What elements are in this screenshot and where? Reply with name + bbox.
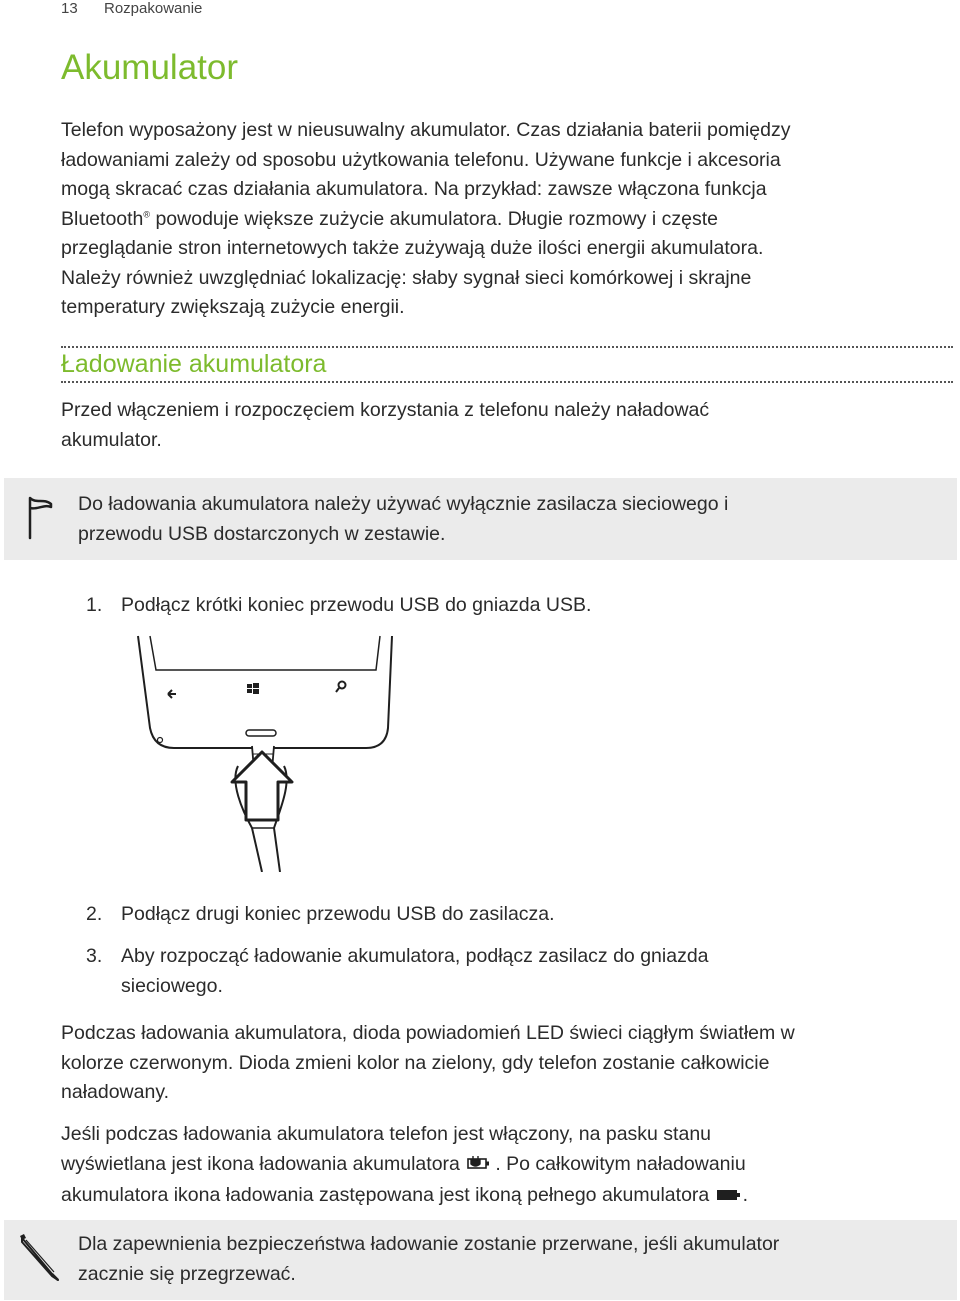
step-text xyxy=(121,900,555,930)
flag-icon xyxy=(24,494,54,545)
text-line: Podczas ładowania akumulatora, dioda powiadomień LED świeci ciągłym światłem w xyxy=(61,1022,795,1044)
text-fragment: powoduje większe zużycie akumulatora. Długie rozmowy i częste xyxy=(150,207,718,230)
text-line: zacznie się przegrzewać. xyxy=(78,1262,296,1285)
text-line: mogą skracać czas działania akumulatora. Na przykład: zawsze włączona funkcja xyxy=(61,178,767,200)
battery-charging-icon xyxy=(465,1152,495,1182)
led-paragraph xyxy=(61,1019,946,1108)
note-callout xyxy=(4,1220,957,1300)
step-text xyxy=(121,591,591,621)
text-line xyxy=(61,1181,946,1213)
step-number: 1. xyxy=(86,594,103,616)
text-line: Dla zapewnienia bezpieczeństwa ładowanie zostanie przerwane, jeśli akumulator xyxy=(78,1233,780,1255)
step-1 xyxy=(61,591,941,621)
note-text xyxy=(78,1230,779,1289)
text-fragment: . xyxy=(742,1184,749,1206)
bluetooth-word: Bluetooth xyxy=(61,207,144,230)
section-divider-bottom xyxy=(61,381,953,383)
text-fragment: . Po całkowitym naładowaniu xyxy=(495,1152,746,1175)
text-line: akumulator. xyxy=(61,428,162,451)
text-line: naładowany. xyxy=(61,1081,170,1103)
pencil-icon xyxy=(16,1232,62,1289)
page-number: 13 xyxy=(61,0,78,17)
text-line: kolorze czerwonym. Dioda zmieni kolor na zielony, gdy telefon zostanie całkowicie xyxy=(61,1051,770,1074)
text-line: ładowaniami zależy od sposobu użytkowania telefonu. Używane funkcje i akcesoria xyxy=(61,148,781,171)
text-line: przeglądanie stron internetowych także zużywają duże ilości energii akumulatora. xyxy=(61,237,764,259)
text-line xyxy=(61,205,946,235)
battery-full-icon xyxy=(715,1183,743,1213)
intro-paragraph xyxy=(61,116,946,323)
text-line: temperatury zwiększają zużycie energii. xyxy=(61,296,405,318)
section-title: Ładowanie akumulatora xyxy=(61,350,327,378)
text-fragment: wyświetlana jest ikona ładowania akumulatora xyxy=(61,1152,466,1175)
text-fragment: akumulatora ikona ładowania zastępowana jest ikoną pełnego akumulatora xyxy=(61,1184,715,1206)
step-number: 3. xyxy=(86,945,103,967)
page-title: Akumulator xyxy=(61,48,239,87)
step-2 xyxy=(61,900,941,930)
step-number: 2. xyxy=(86,903,103,925)
section-name: Rozpakowanie xyxy=(104,0,203,17)
text-line: Aby rozpocząć ładowanie akumulatora, podłącz zasilacz do gniazda xyxy=(121,945,709,967)
warning-text xyxy=(78,490,728,549)
text-line: sieciowego. xyxy=(121,974,223,997)
section-divider-top xyxy=(61,346,953,348)
step-text xyxy=(121,942,709,1001)
phone-usb-connection-illustration xyxy=(130,632,400,872)
text-line: Podłącz krótki koniec przewodu USB do gniazda USB. xyxy=(121,594,592,616)
warning-callout xyxy=(4,478,957,560)
text-line: przewodu USB dostarczonych w zestawie. xyxy=(78,522,446,545)
step-3 xyxy=(61,942,941,1002)
text-line: Przed włączeniem i rozpoczęciem korzystania z telefonu należy naładować xyxy=(61,399,710,421)
text-line xyxy=(61,1150,946,1182)
text-line: Podłącz drugi koniec przewodu USB do zasilacza. xyxy=(121,903,555,925)
text-line: Jeśli podczas ładowania akumulatora telefon jest włączony, na pasku stanu xyxy=(61,1123,712,1145)
usb-port xyxy=(246,730,276,736)
charging-icon-paragraph xyxy=(61,1120,946,1213)
text-line: Należy również uwzględniać lokalizację: słaby sygnał sieci komórkowej i skrajne xyxy=(61,266,752,289)
registered-mark: ® xyxy=(143,209,151,219)
section-intro xyxy=(61,396,946,455)
text-line: Telefon wyposażony jest w nieusuwalny akumulator. Czas działania baterii pomiędzy xyxy=(61,119,791,141)
text-line: Do ładowania akumulatora należy używać wyłącznie zasilacza sieciowego i xyxy=(78,493,729,515)
